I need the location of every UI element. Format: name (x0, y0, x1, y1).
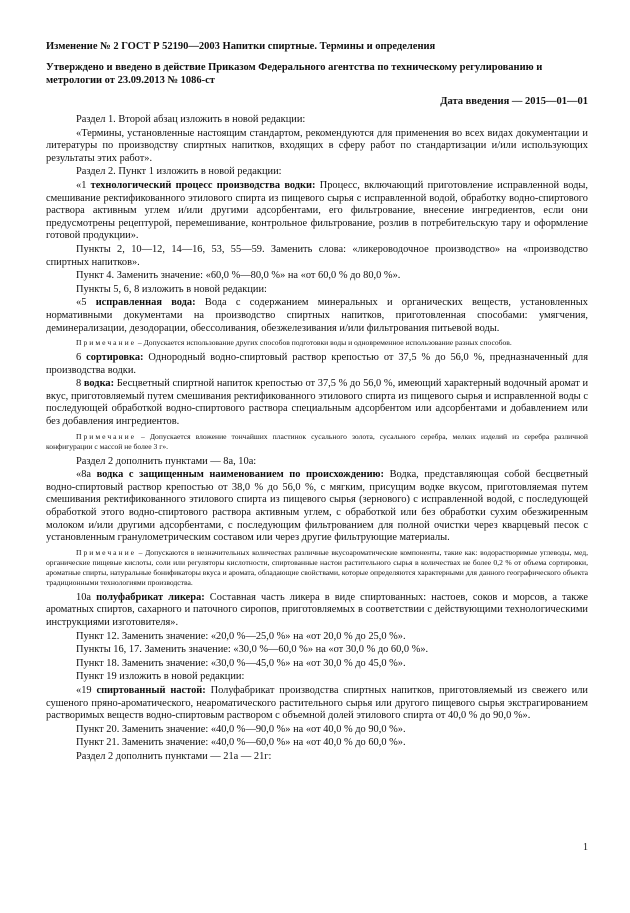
definition-text: Процесс, включающий приготовление исправленной воды, смешивание ректификованного этилового спирта из пищевого сырья с исправленной водой, обработку водно-спиртового раствора активным углем и/или другими адсорбентами, его фильтрование, внесение ингредиентов, если они предусмотрены рецептурой, перемешивание, контрольное фильтрование, розлив в потребительскую тару и оформление готовой продукции». (46, 179, 588, 242)
term: водка: (83, 378, 115, 390)
note-text: – Допускаются в незначительных количествах различные вкусоароматические компоненты, такие как: водорастворимые углеводы, мед, органические пищевые кислоты, соли или регуляторы кислотности, спиртованные настои растительного сырья в количествах не более 0,2 % от объема сортировки, ароматные спирты, натуральные бонификаторы вкуса и аромата, обладающие свойствами, которые определяются характерными для данного географического объекта традиционными технологиями производства. (46, 547, 588, 587)
definition-text: Полуфабрикат производства спиртных напитков, приготовляемый из свежего или сушеного пряно-ароматического, неароматического растительного сырья или другого пищевого сырья экстрагированием растворимых веществ водно-спиртовым раствором с объемной долей этилового спирта от 40,0 % до 90,0 %». (46, 684, 588, 722)
document-title: Изменение № 2 ГОСТ Р 52190—2003 Напитки спиртные. Термины и определения (46, 41, 436, 52)
paragraph: Пункт 12. Заменить значение: «20,0 %—25,0 %» на «от 20,0 % до 25,0 %». (76, 630, 406, 642)
term: исправленная вода: (95, 297, 196, 309)
note (46, 338, 588, 348)
definition-6 (46, 352, 588, 377)
definition-text: Вода с содержанием минеральных и органических веществ, установленных нормативными документами на производство спиртных напитков, приготовленная способами: умягчения, деминерализации, дезодорации, обессоливания, обезжелезивания и/или фильтрования питьевой воды. (46, 297, 588, 334)
item-number: «8а (76, 469, 97, 481)
note-text: – Допускается использование других способов подготовки воды и одновременное использование разных способов. (136, 338, 512, 348)
paragraph: Пункты 5, 6, 8 изложить в новой редакции: (76, 283, 267, 295)
definition-5 (46, 297, 588, 335)
definition-text: Составная часть ликера в виде спиртованных: настоев, соков и морсов, а также ароматных спиртов, сахарного и паточного сиропов, приготовляемых в соответствии с действующими технологическими инструкциями изготовителя». (46, 591, 588, 628)
term: водка с защищенным наименованием по происхождению: (96, 469, 384, 481)
paragraph: Пункт 19 изложить в новой редакции: (76, 671, 245, 683)
paragraph: Пункты 16, 17. Заменить значение: «30,0 %—60,0 %» на «от 30,0 % до 60,0 %». (76, 644, 429, 656)
term: технологический процесс производства водки: (90, 179, 316, 191)
note-label: Примечание (76, 431, 137, 441)
definition-19 (46, 685, 588, 723)
paragraph: Пункт 4. Заменить значение: «60,0 %—80,0 %» на «от 60,0 % до 80,0 %». (76, 270, 401, 282)
note-label: Примечание (76, 547, 137, 557)
note-text: – Допускается вложение тончайших пластинок сусального золота, сусального серебра, мелких изделий из серебра различной конфигурации с массой не более 3 г». (46, 431, 588, 451)
item-number: 10а (76, 591, 97, 603)
note (46, 432, 588, 452)
definition-10a (46, 592, 588, 630)
page-number: 1 (583, 842, 588, 853)
definition-8 (46, 378, 588, 428)
definition-8a (46, 469, 588, 545)
paragraph: «Термины, установленные настоящим стандартом, рекомендуются для применения во всех видах документации и литературы по производству спиртных напитков, входящих в сферу работ по стандартизации и/или использующих результаты этих работ». (46, 127, 588, 164)
paragraph: Раздел 1. Второй абзац изложить в новой редакции: (76, 114, 306, 125)
definition-text: Однородный водно-спиртовый раствор крепостью от 37,5 % до 56,0 %, предназначенный для производства водки. (46, 352, 588, 376)
definition-text: Бесцветный спиртной напиток крепостью от 37,5 % до 56,0 %, имеющий характерный водочный аромат и вкус, приготовляемый путем смешивания ректификованного этилового спирта из пищевого сырья и исправленной воды с последующей обработкой водно-спиртового раствора специальным адсорбентом или адсорбентами и добавлением или без добавления ингредиентов. (46, 378, 589, 428)
item-number: «5 (76, 297, 96, 309)
item-number: «1 (76, 179, 91, 191)
term: полуфабрикат ликера: (96, 591, 205, 603)
effective-date: Дата введения — 2015—01—01 (440, 96, 588, 107)
paragraph: Пункты 2, 10—12, 14—16, 53, 55—59. Заменить слова: «ликероводочное производство» на «производство спиртных напитков». (46, 243, 588, 268)
term: спиртованный настой: (96, 684, 206, 696)
paragraph: Раздел 2 дополнить пунктами — 21а — 21г: (76, 750, 272, 762)
term: сортировка: (86, 352, 144, 364)
note (46, 548, 588, 588)
note-label: Примечание (76, 338, 137, 348)
item-number: 6 (76, 352, 87, 364)
approval-statement: Утверждено и введено в действие Приказом Федерального агентства по техническому регулированию и метрологии от 23.09.2013 № 1086-ст (46, 62, 543, 86)
definition-1 (46, 180, 588, 243)
item-number: «19 (76, 684, 97, 696)
paragraph: Пункт 18. Заменить значение: «30,0 %—45,0 %» на «от 30,0 % до 45,0 %». (76, 657, 406, 669)
definition-text: Водка, представляющая собой бесцветный водно-спиртовый раствор крепостью от 38,0 % до 56,0 %, с мягким, присущим водке вкусом, приготовляемая путем смешивания ректификованного этилового спирта из пищевого сырья (зернового) с исправленной водой, с последующей обработкой этого водно-спиртового раствора активным углем, с обработкой или без обработки сухим обезжиренным молоком и/или другими адсорбентами, с последующим фильтрованием для полной очистки через кварцевый песок с установленным гранулометрическим составом или через другие фильтрующие материалы. (46, 469, 588, 544)
paragraph: Раздел 2. Пункт 1 изложить в новой редакции: (76, 166, 282, 178)
item-number: 8 (76, 378, 84, 390)
paragraph: Раздел 2 дополнить пунктами — 8а, 10а: (76, 455, 257, 467)
paragraph: Пункт 20. Заменить значение: «40,0 %—90,0 %» на «от 40,0 % до 90,0 %». (76, 723, 406, 735)
paragraph: Пункт 21. Заменить значение: «40,0 %—60,0 %» на «от 40,0 % до 60,0 %». (76, 737, 406, 749)
